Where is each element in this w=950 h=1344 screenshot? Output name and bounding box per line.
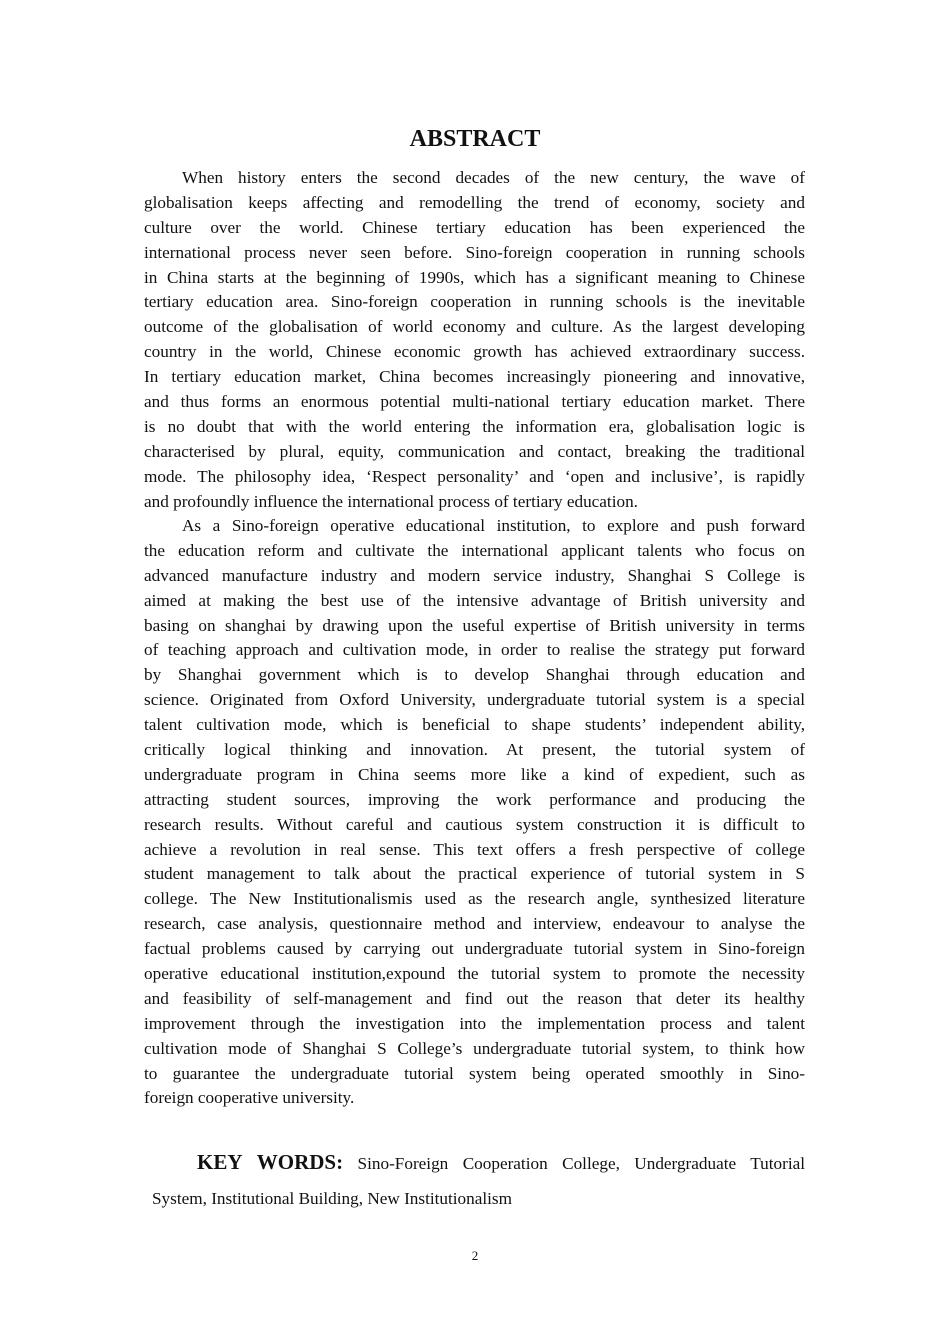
text-line: factual problems caused by carrying out undergraduate tutorial system in Sino-foreign bbox=[144, 939, 805, 959]
text-line: aimed at making the best use of the intensive advantage of British university and bbox=[144, 590, 805, 610]
text-line: mode. The philosophy idea, ‘Respect personality’ and ‘open and inclusive’, is rapidly bbox=[144, 466, 805, 486]
text-line: and profoundly influence the international process of tertiary education. bbox=[144, 491, 638, 511]
text-line: is no doubt that with the world entering the information era, globalisation logic is bbox=[144, 416, 805, 436]
text-line: the education reform and cultivate the international applicant talents who focus on bbox=[144, 540, 805, 560]
text-line: college. The New Institutionalismis used as the research angle, synthesized literature bbox=[144, 889, 805, 909]
text-line: and thus forms an enormous potential multi-national tertiary education market. There bbox=[144, 392, 805, 412]
text-line: globalisation keeps affecting and remodelling the trend of economy, society and bbox=[144, 192, 805, 212]
text-line: achieve a revolution in real sense. This text offers a fresh perspective of college bbox=[144, 839, 805, 859]
text-line: international process never seen before. Sino-foreign cooperation in running schools bbox=[144, 242, 805, 262]
text-line: operative educational institution,expound the tutorial system to promote the necessity bbox=[144, 964, 805, 984]
keywords-line-1 bbox=[197, 1148, 805, 1178]
abstract-paragraph-1 bbox=[144, 166, 805, 514]
text-line: In tertiary education market, China becomes increasingly pioneering and innovative, bbox=[144, 367, 805, 387]
text-line: talent cultivation mode, which is beneficial to shape students’ independent ability, bbox=[144, 715, 805, 735]
text-line: country in the world, Chinese economic growth has achieved extraordinary success. bbox=[144, 342, 805, 362]
keywords-text-1: Sino-Foreign Cooperation College, Undergraduate Tutorial bbox=[357, 1154, 806, 1173]
text-line: of teaching approach and cultivation mode, in order to realise the strategy put forward bbox=[144, 640, 805, 660]
abstract-title: ABSTRACT bbox=[409, 126, 541, 152]
text-line: outcome of the globalisation of world economy and culture. As the largest developing bbox=[144, 317, 805, 337]
text-line: advanced manufacture industry and modern service industry, Shanghai S College is bbox=[144, 565, 805, 585]
text-line: When history enters the second decades of the new century, the wave of bbox=[182, 168, 805, 187]
text-line: to guarantee the undergraduate tutorial system being operated smoothly in Sino- bbox=[144, 1063, 805, 1083]
keywords-label: KEY WORDS: bbox=[197, 1150, 344, 1174]
text-line: by Shanghai government which is to develop Shanghai through education and bbox=[144, 665, 805, 685]
text-line: and feasibility of self-management and find out the reason that deter its healthy bbox=[144, 988, 805, 1008]
keywords-text-2: System, Institutional Building, New Institutionalism bbox=[152, 1189, 512, 1208]
text-line: science. Originated from Oxford University, undergraduate tutorial system is a special bbox=[144, 690, 805, 710]
text-line: research results. Without careful and cautious system construction it is difficult to bbox=[144, 814, 805, 834]
text-line: As a Sino-foreign operative educational institution, to explore and push forward bbox=[182, 516, 805, 535]
text-line: basing on shanghai by drawing upon the useful expertise of British university in terms bbox=[144, 615, 805, 635]
text-line: student management to talk about the practical experience of tutorial system in S bbox=[144, 864, 805, 884]
text-line: tertiary education area. Sino-foreign cooperation in running schools is the inevitable bbox=[144, 292, 805, 312]
text-line: research, case analysis, questionnaire method and interview, endeavour to analyse the bbox=[144, 914, 805, 934]
text-line: in China starts at the beginning of 1990s, which has a significant meaning to Chinese bbox=[144, 267, 805, 287]
abstract-paragraph-2 bbox=[144, 514, 805, 1111]
text-line: characterised by plural, equity, communication and contact, breaking the traditional bbox=[144, 441, 805, 461]
text-line: foreign cooperative university. bbox=[144, 1088, 355, 1108]
text-line: undergraduate program in China seems more like a kind of expedient, such as bbox=[144, 764, 805, 784]
page-number: 2 bbox=[471, 1248, 479, 1263]
text-line: improvement through the investigation into the implementation process and talent bbox=[144, 1013, 805, 1033]
text-line: attracting student sources, improving the work performance and producing the bbox=[144, 789, 805, 809]
text-line: culture over the world. Chinese tertiary education has been experienced the bbox=[144, 217, 805, 237]
text-line: cultivation mode of Shanghai S College’s undergraduate tutorial system, to think how bbox=[144, 1038, 805, 1058]
text-line: critically logical thinking and innovation. At present, the tutorial system of bbox=[144, 740, 805, 760]
